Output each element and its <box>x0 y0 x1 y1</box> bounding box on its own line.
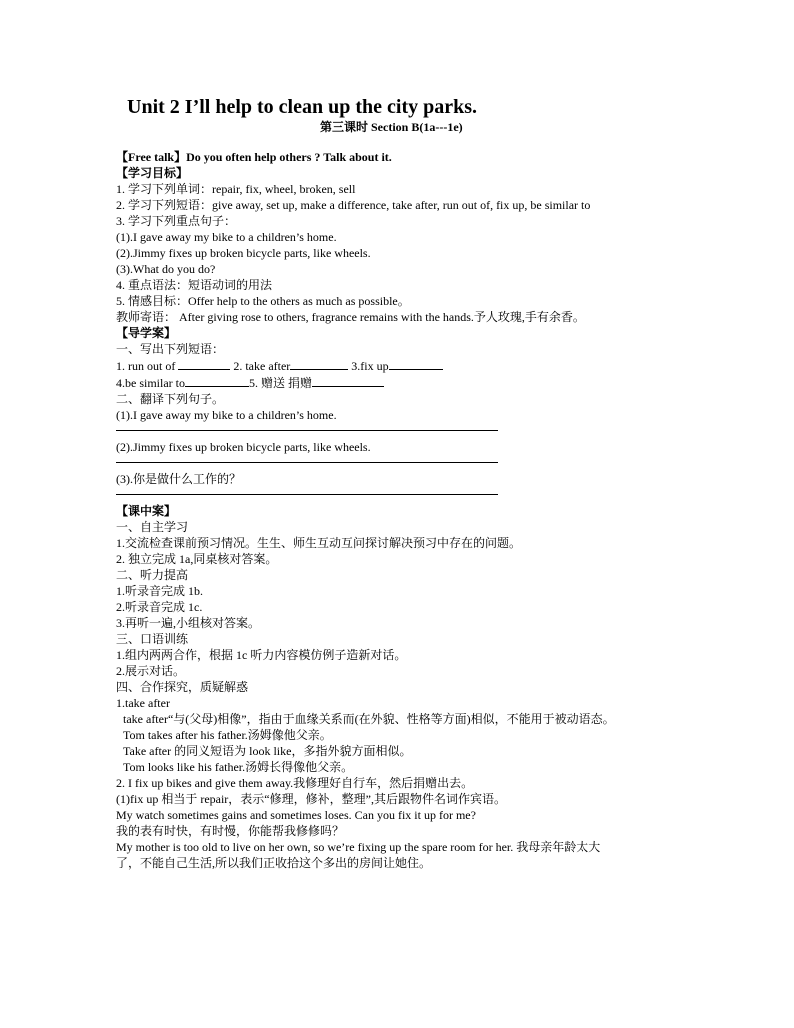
translate-sentence: (3).你是做什么工作的？ <box>116 472 241 486</box>
goal-line: 2. 学习下列短语：give away, set up, make a difference, take after, run out of, fix up, be similar to <box>116 198 591 212</box>
phrase-prompt: 4.be similar to <box>116 376 185 390</box>
translate-sentence: (2).Jimmy fixes up broken bicycle parts, like wheels. <box>116 440 371 454</box>
example-line: My watch sometimes gains and sometimes loses. Can you fix it up for me? <box>116 808 476 822</box>
answer-blank[interactable] <box>290 357 348 370</box>
class-line: 2.展示对话。 <box>116 664 186 678</box>
document-page <box>116 95 686 871</box>
goal-line: (1).I gave away my bike to a children’s home. <box>116 230 337 244</box>
class-line: 2.听录音完成 1c. <box>116 600 203 614</box>
goal-line: 3. 学习下列重点句子： <box>116 214 237 228</box>
answer-line[interactable] <box>116 461 498 463</box>
goal-line: 5. 情感目标：Offer help to the others as much as possible。 <box>116 294 410 308</box>
class-line: 2. 独立完成 1a,同桌核对答案。 <box>116 552 278 566</box>
phrase-row-1 <box>116 357 686 374</box>
phrase-prompt: 2. take after <box>230 359 291 373</box>
goal-line: 4. 重点语法：短语动词的用法 <box>116 278 273 292</box>
class-line: 四、合作探究，质疑解惑 <box>116 680 249 694</box>
explanation-line: take after“与(父母)相像”，指由于血缘关系而(在外貌、性格等方面)相似，不能用于被动语态。 <box>123 712 615 726</box>
class-heading: 【课中案】 <box>116 504 177 518</box>
example-line: Tom takes after his father.汤姆像他父亲。 <box>123 728 332 742</box>
answer-blank[interactable] <box>178 357 230 370</box>
class-line: (1)fix up 相当于 repair，表示“修理，修补，整理”,其后跟物件名词作宾语。 <box>116 792 506 806</box>
answer-line[interactable] <box>116 429 498 431</box>
example-line: My mother is too old to live on her own, so we’re fixing up the spare room for her. 我母亲年龄太大 <box>116 840 601 854</box>
class-line: 3.再听一遍,小组核对答案。 <box>116 616 261 630</box>
page-subtitle: 第三课时 Section B(1a---1e) <box>320 120 463 134</box>
free-talk: 【Free talk】Do you often help others ? Talk about it. <box>116 150 392 164</box>
class-line: 1.交流检查课前预习情况。生生、师生互动互问探讨解决预习中存在的问题。 <box>116 536 522 550</box>
guide-heading: 【导学案】 <box>116 326 177 340</box>
explanation-line: Take after 的同义短语为 look like，多指外貌方面相似。 <box>123 744 412 758</box>
class-line: 二、听力提高 <box>116 568 189 582</box>
goal-line: (3).What do you do? <box>116 262 216 276</box>
answer-blank[interactable] <box>312 374 384 387</box>
example-line: 了，不能自己生活,所以我们正收拾这个多出的房间让她住。 <box>116 856 432 870</box>
class-line: 1.take after <box>116 696 170 710</box>
answer-line[interactable] <box>116 493 498 495</box>
class-line: 一、自主学习 <box>116 520 189 534</box>
translate-sentence: (1).I gave away my bike to a children’s home. <box>116 408 337 422</box>
phrase-row-2 <box>116 374 686 391</box>
class-line: 2. I fix up bikes and give them away.我修理好自行车，然后捐赠出去。 <box>116 776 474 790</box>
answer-blank[interactable] <box>389 357 443 370</box>
class-line: 三、口语训练 <box>116 632 189 646</box>
goals-heading: 【学习目标】 <box>116 166 189 180</box>
example-line: 我的表有时快，有时慢，你能帮我修修吗？ <box>116 824 345 838</box>
teacher-motto: 教师寄语： After giving rose to others, fragrance remains with the hands.予人玫瑰,手有余香。 <box>116 310 585 324</box>
phrase-prompt: 1. run out of <box>116 359 179 373</box>
answer-blank[interactable] <box>185 374 249 387</box>
goal-line: 1. 学习下列单词：repair, fix, wheel, broken, sell <box>116 182 356 196</box>
guide-part2-title: 二、翻译下列句子。 <box>116 392 225 406</box>
phrase-prompt: 5. 赠送 捐赠 <box>249 376 313 390</box>
example-line: Tom looks like his father.汤姆长得像他父亲。 <box>123 760 354 774</box>
phrase-prompt: 3.fix up <box>348 359 389 373</box>
goal-line: (2).Jimmy fixes up broken bicycle parts, like wheels. <box>116 246 371 260</box>
page-title: Unit 2 I’ll help to clean up the city parks. <box>127 96 478 118</box>
guide-part1-title: 一、写出下列短语： <box>116 342 225 356</box>
class-line: 1.组内两两合作，根据 1c 听力内容模仿例子造新对话。 <box>116 648 407 662</box>
class-line: 1.听录音完成 1b. <box>116 584 204 598</box>
